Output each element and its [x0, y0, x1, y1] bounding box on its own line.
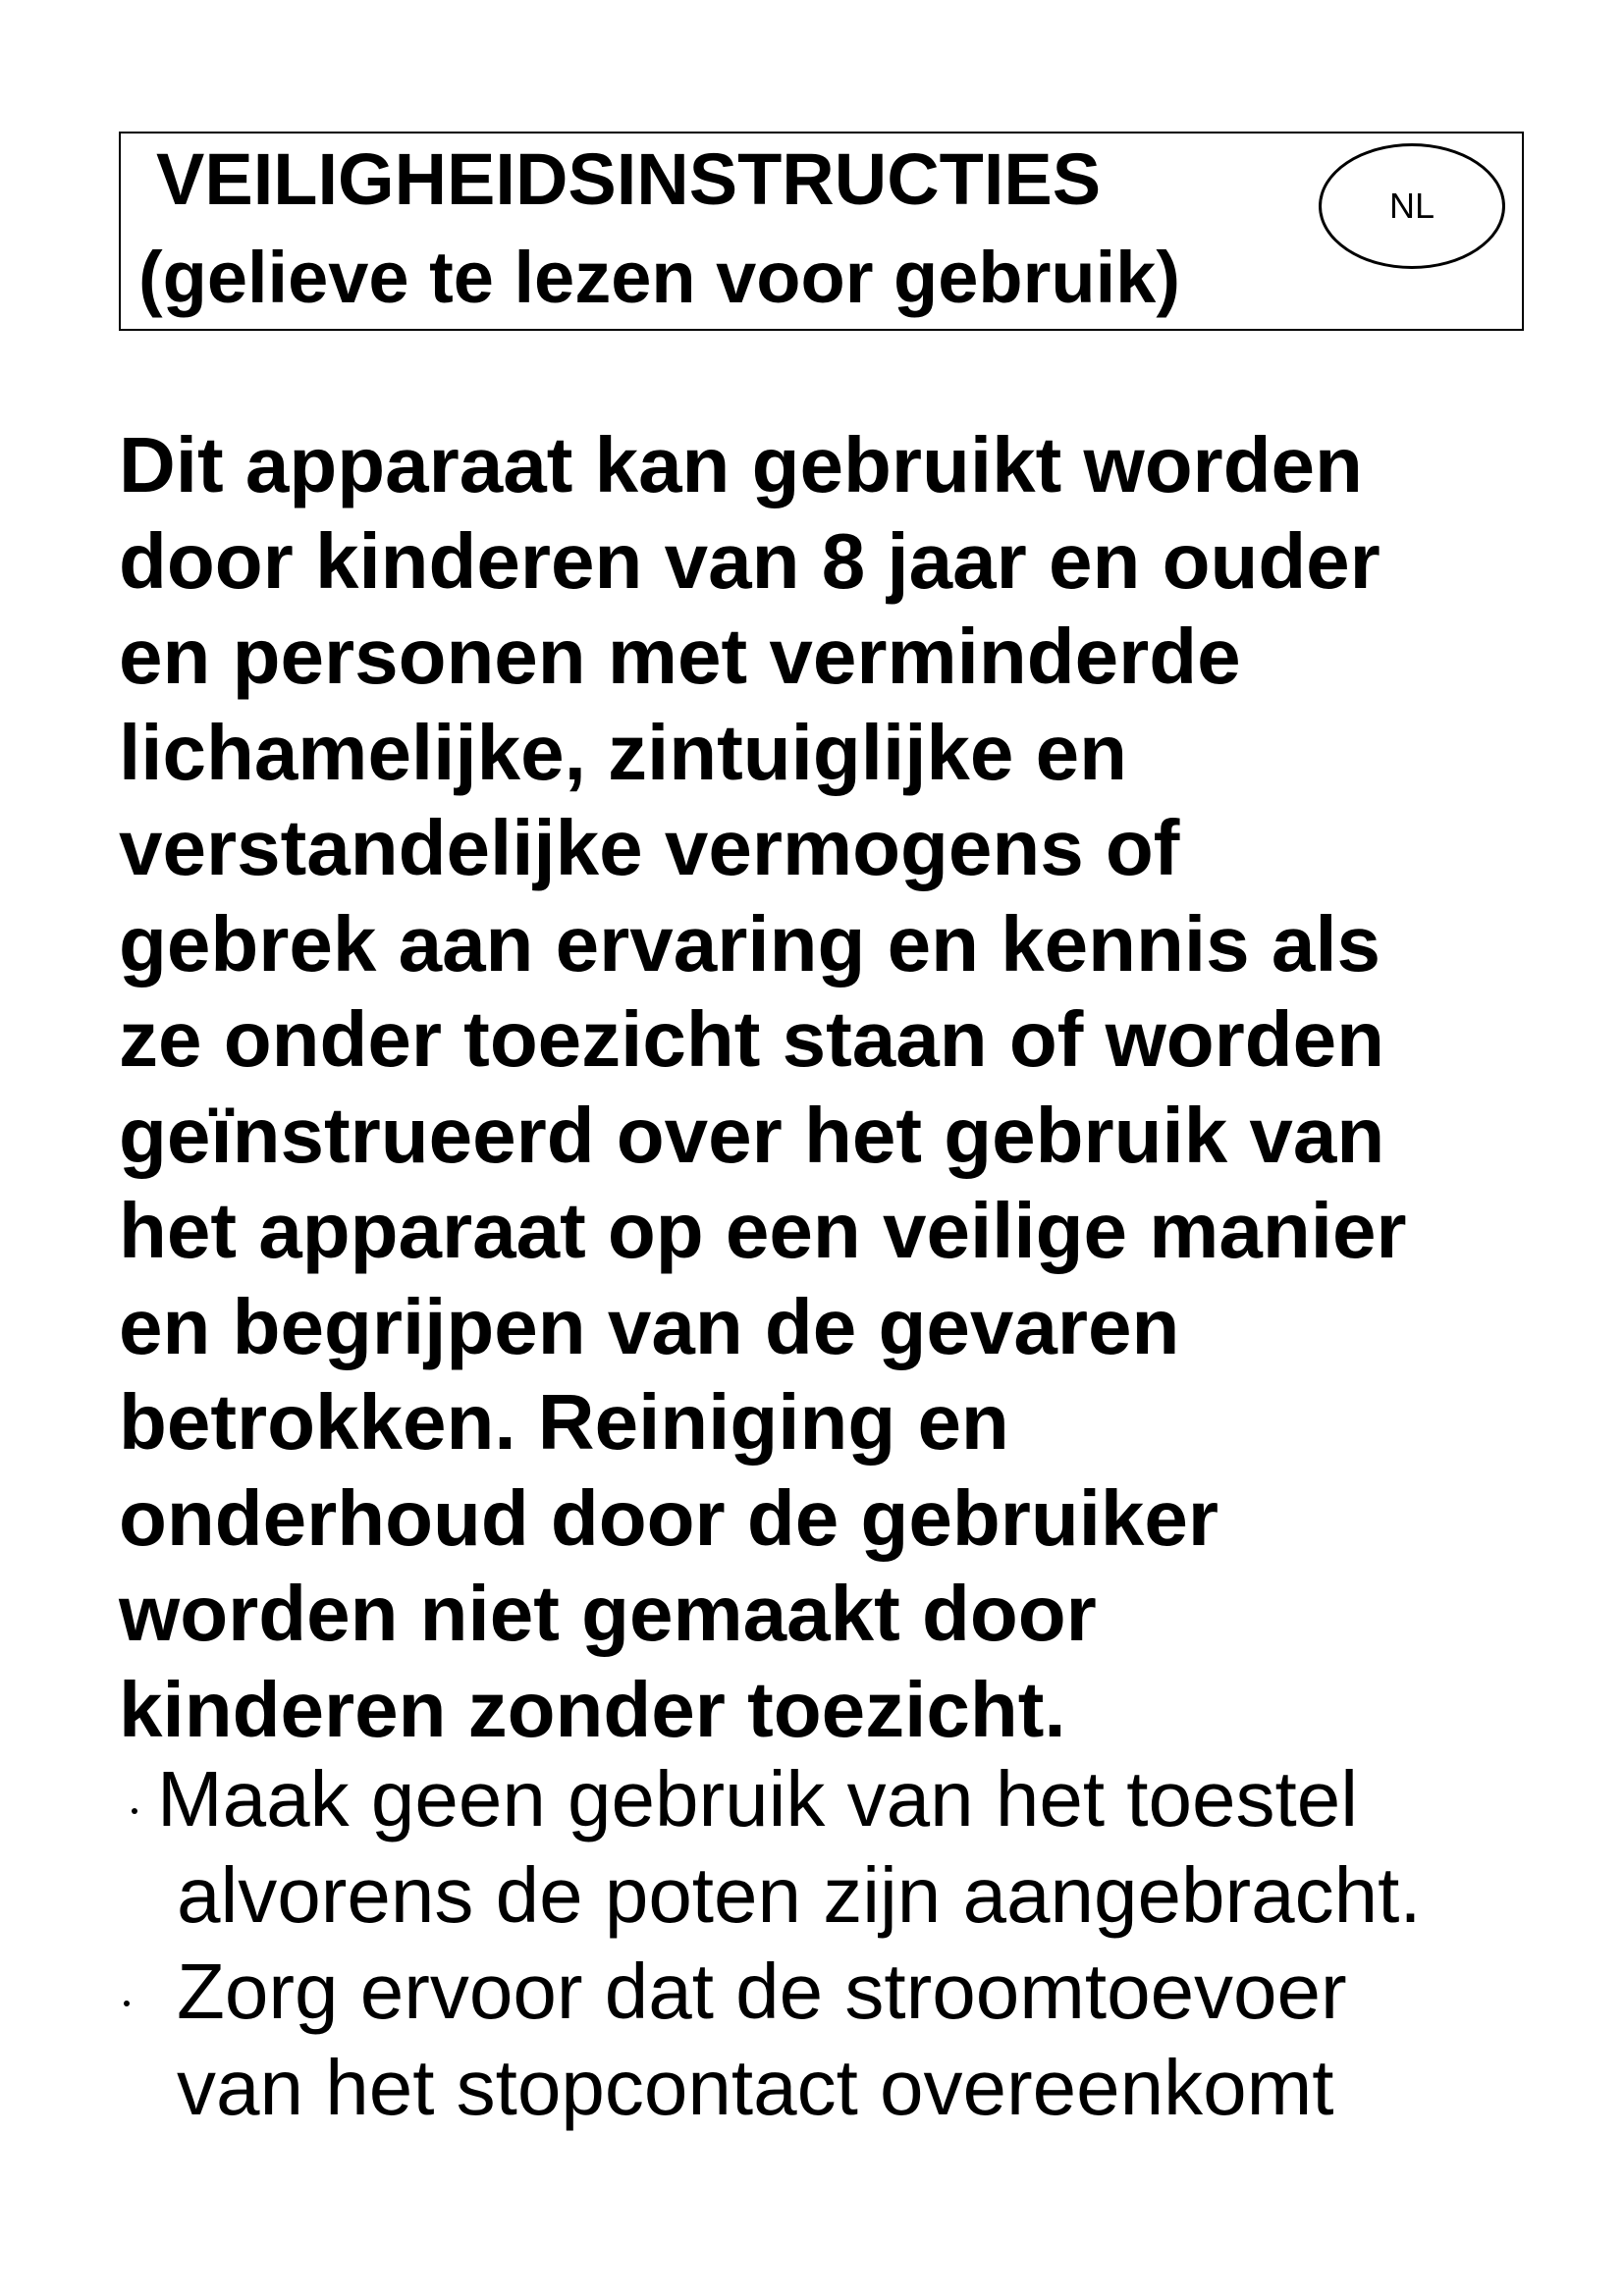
- instruction-list: [110, 1751, 1602, 2136]
- instruction-line: Zorg ervoor dat de stroomtoevoer: [177, 1948, 1347, 2035]
- document-title: VEILIGHEIDSINSTRUCTIES: [156, 138, 1102, 220]
- warning-line: gebrek aan ervaring en kennis als: [119, 899, 1381, 988]
- instruction-item: [110, 1944, 1602, 2136]
- warning-line: Dit apparaat kan gebruikt worden: [119, 421, 1363, 508]
- instruction-item: [110, 1751, 1602, 1944]
- warning-line: ze onder toezicht staan of worden: [119, 995, 1385, 1083]
- instruction-line: van het stopcontact overeenkomt: [177, 2044, 1334, 2131]
- warning-line: lichamelijke, zintuiglijke en: [119, 708, 1127, 796]
- document-subtitle: (gelieve te lezen voor gebruik): [138, 237, 1180, 318]
- instruction-line: Maak geen gebruik van het toestel: [157, 1755, 1359, 1842]
- instruction-line: alvorens de poten zijn aangebracht.: [177, 1851, 1422, 1939]
- warning-line: het apparaat op een veilige manier: [119, 1187, 1407, 1274]
- warning-line: door kinderen van 8 jaar en ouder: [119, 516, 1380, 605]
- warning-line: en begrijpen van de gevaren: [119, 1282, 1180, 1370]
- warning-line: verstandelijke vermogens of: [119, 804, 1180, 891]
- warning-line: en personen met verminderde: [119, 613, 1241, 700]
- warning-line: betrokken. Reiniging en: [119, 1378, 1009, 1466]
- warning-line: geïnstrueerd over het gebruik van: [119, 1091, 1385, 1179]
- warning-line: worden niet gemaakt door: [119, 1570, 1097, 1657]
- warning-line: onderhoud door de gebruiker: [119, 1473, 1219, 1562]
- header-box: [119, 132, 1524, 331]
- bullet-icon: [132, 1808, 137, 1814]
- bullet-icon: [124, 2001, 130, 2006]
- language-badge: NL: [1319, 143, 1505, 269]
- warning-paragraph: [119, 417, 1572, 1757]
- warning-line: kinderen zonder toezicht.: [119, 1665, 1066, 1753]
